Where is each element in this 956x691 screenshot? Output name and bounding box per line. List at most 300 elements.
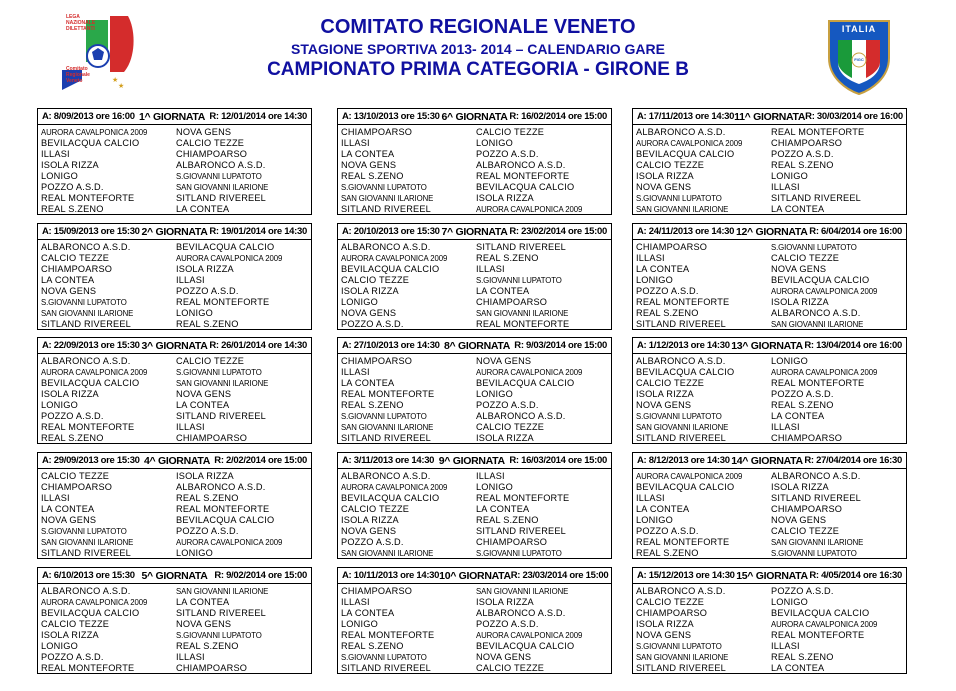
match-row — [636, 308, 906, 319]
lnd-text-top-1: LEGA — [66, 14, 80, 20]
match-row — [636, 367, 906, 378]
ritorno-date: R: 23/03/2014 ore 15:00 — [510, 570, 609, 581]
away-team: ISOLA RIZZA — [771, 297, 829, 307]
away-team: LONIGO — [771, 171, 808, 181]
away-team: ILLASI — [771, 182, 800, 192]
away-team: ISOLA RIZZA — [476, 433, 534, 443]
home-team: ILLASI — [341, 597, 370, 607]
match-row — [341, 411, 611, 422]
away-team: AURORA CAVALPONICA 2009 — [771, 368, 878, 377]
home-team: POZZO A.S.D. — [41, 411, 104, 421]
away-team: SITLAND RIVEREEL — [176, 608, 266, 618]
home-team: S.GIOVANNI LUPATOTO — [41, 298, 127, 307]
match-row — [636, 286, 906, 297]
home-team: NOVA GENS — [341, 526, 397, 536]
home-team: REAL S.ZENO — [341, 400, 404, 410]
home-team: ISOLA RIZZA — [41, 389, 99, 399]
document-header — [0, 14, 956, 82]
ritorno-date: R: 30/03/2014 ore 16:00 — [805, 111, 903, 122]
away-team: REAL S.ZENO — [771, 160, 834, 170]
home-team: ISOLA RIZZA — [636, 389, 694, 399]
giornata-block — [632, 337, 907, 444]
match-row — [636, 204, 906, 215]
home-team: LA CONTEA — [341, 378, 395, 388]
match-row — [41, 204, 311, 215]
giornata-number: 15^ GIORNATA — [736, 569, 808, 582]
giornata-header — [37, 567, 312, 584]
away-team: ALBARONCO A.S.D. — [476, 411, 566, 421]
match-row — [636, 171, 906, 182]
giornata-block — [37, 452, 312, 559]
match-row — [636, 242, 906, 253]
away-team: S.GIOVANNI LUPATOTO — [176, 368, 262, 377]
home-team: CALCIO TEZZE — [636, 597, 705, 607]
match-row — [636, 504, 906, 515]
home-team: BEVILACQUA CALCIO — [41, 378, 140, 388]
away-team: REAL S.ZENO — [771, 400, 834, 410]
match-row — [341, 493, 611, 504]
match-row — [636, 537, 906, 548]
away-team: AURORA CAVALPONICA 2009 — [176, 254, 283, 263]
match-row — [636, 149, 906, 160]
match-row — [41, 193, 311, 204]
home-team: BEVILACQUA CALCIO — [341, 493, 440, 503]
away-team: CHIAMPOARSO — [176, 433, 248, 443]
home-team: SITLAND RIVEREEL — [341, 663, 431, 673]
giornata-block — [337, 337, 612, 444]
andata-date: A: 8/09/2013 ore 16:00 — [42, 111, 135, 122]
away-team: SAN GIOVANNI ILARIONE — [771, 320, 864, 329]
away-team: LA CONTEA — [771, 204, 825, 214]
match-row — [41, 367, 311, 378]
away-team: SITLAND RIVEREEL — [176, 193, 266, 203]
home-team: POZZO A.S.D. — [341, 537, 404, 547]
away-team: REAL S.ZENO — [176, 641, 239, 651]
away-team: CHIAMPOARSO — [771, 504, 843, 514]
andata-date: A: 22/09/2013 ore 15:30 — [42, 340, 140, 351]
home-team: BEVILACQUA CALCIO — [341, 264, 440, 274]
home-team: SITLAND RIVEREEL — [41, 319, 131, 329]
match-row — [636, 619, 906, 630]
home-team: BEVILACQUA CALCIO — [636, 482, 735, 492]
home-team: AURORA CAVALPONICA 2009 — [636, 472, 743, 481]
home-team: LONIGO — [341, 619, 378, 629]
home-team: S.GIOVANNI LUPATOTO — [41, 527, 127, 536]
giornata-number: 2^ GIORNATA — [141, 225, 208, 238]
giornata-number: 7^ GIORNATA — [441, 225, 508, 238]
ritorno-date: R: 16/02/2014 ore 15:00 — [509, 111, 607, 122]
home-team: LA CONTEA — [341, 608, 395, 618]
andata-date: A: 6/10/2013 ore 15:30 — [42, 570, 135, 581]
home-team: POZZO A.S.D. — [341, 319, 404, 329]
home-team: POZZO A.S.D. — [636, 526, 699, 536]
match-row — [41, 641, 311, 652]
match-row — [636, 253, 906, 264]
home-team: ILLASI — [341, 138, 370, 148]
home-team: ISOLA RIZZA — [41, 630, 99, 640]
home-team: REAL S.ZENO — [41, 433, 104, 443]
away-team: POZZO A.S.D. — [476, 400, 539, 410]
giornata-number: 10^ GIORNATA — [439, 569, 511, 582]
away-team: SITLAND RIVEREEL — [176, 411, 266, 421]
home-team: CALCIO TEZZE — [41, 253, 110, 263]
away-team: REAL MONTEFORTE — [476, 319, 570, 329]
giornata-header — [632, 337, 907, 354]
match-row — [341, 127, 611, 138]
giornata-number: 14^ GIORNATA — [731, 454, 803, 467]
match-row — [636, 652, 906, 663]
away-team: S.GIOVANNI LUPATOTO — [476, 549, 562, 558]
match-row — [41, 597, 311, 608]
away-team: ILLASI — [476, 264, 505, 274]
away-team: SITLAND RIVEREEL — [476, 242, 566, 252]
home-team: SAN GIOVANNI ILARIONE — [41, 309, 134, 318]
match-row — [636, 389, 906, 400]
match-row — [41, 297, 311, 308]
away-team: NOVA GENS — [771, 515, 827, 525]
away-team: CALCIO TEZZE — [176, 138, 245, 148]
away-team: CHIAMPOARSO — [476, 297, 548, 307]
match-row — [341, 504, 611, 515]
away-team: POZZO A.S.D. — [176, 286, 239, 296]
giornata-header — [337, 337, 612, 354]
away-team: ALBARONCO A.S.D. — [771, 308, 861, 318]
match-row — [341, 264, 611, 275]
home-team: SITLAND RIVEREEL — [341, 204, 431, 214]
home-team: AURORA CAVALPONICA 2009 — [41, 368, 148, 377]
away-team: CHIAMPOARSO — [771, 433, 843, 443]
home-team: CALCIO TEZZE — [636, 160, 705, 170]
home-team: LA CONTEA — [41, 275, 95, 285]
italia-label: ITALIA — [841, 24, 877, 34]
match-row — [341, 253, 611, 264]
away-team: ALBARONCO A.S.D. — [176, 160, 266, 170]
away-team: CALCIO TEZZE — [476, 422, 545, 432]
giornata-header — [337, 223, 612, 240]
home-team: ISOLA RIZZA — [341, 286, 399, 296]
away-team: ISOLA RIZZA — [771, 482, 829, 492]
home-team: CHIAMPOARSO — [341, 127, 413, 137]
home-team: ALBARONCO A.S.D. — [636, 356, 726, 366]
home-team: SITLAND RIVEREEL — [41, 548, 131, 558]
match-row — [341, 630, 611, 641]
away-team: REAL MONTEFORTE — [771, 127, 865, 137]
away-team: REAL MONTEFORTE — [771, 630, 865, 640]
home-team: BEVILACQUA CALCIO — [41, 608, 140, 618]
home-team: CALCIO TEZZE — [636, 378, 705, 388]
giornata-header — [337, 452, 612, 469]
away-team: BEVILACQUA CALCIO — [771, 608, 870, 618]
away-team: ILLASI — [176, 422, 205, 432]
match-row — [636, 411, 906, 422]
home-team: SITLAND RIVEREEL — [341, 433, 431, 443]
away-team: CALCIO TEZZE — [771, 253, 840, 263]
giornata-header — [37, 223, 312, 240]
home-team: REAL S.ZENO — [341, 171, 404, 181]
home-team: ISOLA RIZZA — [636, 171, 694, 181]
header-championship: CAMPIONATO PRIMA CATEGORIA - GIRONE B — [267, 59, 689, 80]
match-row — [636, 160, 906, 171]
ritorno-date: R: 23/02/2014 ore 15:00 — [509, 226, 607, 237]
home-team: REAL MONTEFORTE — [41, 663, 135, 673]
away-team: SITLAND RIVEREEL — [476, 526, 566, 536]
match-row — [341, 548, 611, 559]
match-row — [41, 378, 311, 389]
home-team: LA CONTEA — [636, 504, 690, 514]
match-row — [341, 319, 611, 330]
match-row — [636, 482, 906, 493]
away-team: S.GIOVANNI LUPATOTO — [771, 243, 857, 252]
italia-shield-logo — [826, 18, 892, 96]
home-team: SAN GIOVANNI ILARIONE — [636, 423, 729, 432]
away-team: ALBARONCO A.S.D. — [771, 471, 861, 481]
match-row — [636, 193, 906, 204]
match-row — [636, 597, 906, 608]
giornata-block — [337, 108, 612, 215]
away-team: REAL S.ZENO — [176, 493, 239, 503]
match-row — [41, 515, 311, 526]
giornata-header — [337, 567, 612, 584]
away-team: REAL S.ZENO — [476, 253, 539, 263]
away-team: ILLASI — [771, 422, 800, 432]
away-team: LA CONTEA — [476, 504, 530, 514]
away-team: ISOLA RIZZA — [476, 597, 534, 607]
andata-date: A: 10/11/2013 ore 14:30 — [342, 570, 440, 581]
home-team: ILLASI — [636, 253, 665, 263]
home-team: CALCIO TEZZE — [341, 504, 410, 514]
match-row — [636, 526, 906, 537]
away-team: LONIGO — [176, 308, 213, 318]
match-row — [41, 471, 311, 482]
match-row — [41, 275, 311, 286]
away-team: S.GIOVANNI LUPATOTO — [476, 276, 562, 285]
lnd-text-bottom-3: Veneto — [66, 78, 83, 84]
giornata-number: 1^ GIORNATA — [138, 110, 206, 123]
away-team: NOVA GENS — [476, 356, 532, 366]
andata-date: A: 13/10/2013 ore 15:30 — [342, 111, 440, 122]
andata-date: A: 3/11/2013 ore 14:30 — [342, 455, 435, 466]
away-team: BEVILACQUA CALCIO — [476, 182, 575, 192]
giornata-number: 3^ GIORNATA — [141, 339, 208, 352]
home-team: NOVA GENS — [41, 286, 97, 296]
home-team: CHIAMPOARSO — [41, 264, 113, 274]
match-row — [341, 160, 611, 171]
match-row — [41, 526, 311, 537]
giornata-block — [37, 337, 312, 444]
match-row — [636, 630, 906, 641]
ritorno-date: R: 9/03/2014 ore 15:00 — [514, 340, 607, 351]
ritorno-date: R: 26/01/2014 ore 14:30 — [209, 340, 307, 351]
match-row — [341, 537, 611, 548]
match-row — [341, 652, 611, 663]
giornata-block — [37, 567, 312, 674]
match-row — [636, 471, 906, 482]
andata-date: A: 8/12/2013 ore 14:30 — [637, 455, 730, 466]
match-row — [41, 264, 311, 275]
match-row — [41, 253, 311, 264]
ritorno-date: R: 9/02/2014 ore 15:00 — [214, 570, 307, 581]
home-team: ALBARONCO A.S.D. — [341, 242, 431, 252]
away-team: POZZO A.S.D. — [476, 149, 539, 159]
home-team: CHIAMPOARSO — [636, 242, 708, 252]
header-season: STAGIONE SPORTIVA 2013- 2014 – CALENDARIO GARE — [291, 41, 665, 57]
home-team: S.GIOVANNI LUPATOTO — [341, 183, 427, 192]
home-team: BEVILACQUA CALCIO — [41, 138, 140, 148]
giornata-header — [37, 452, 312, 469]
home-team: LONIGO — [636, 515, 673, 525]
match-row — [636, 400, 906, 411]
home-team: AURORA CAVALPONICA 2009 — [41, 598, 148, 607]
away-team: SAN GIOVANNI ILARIONE — [771, 538, 864, 547]
home-team: ILLASI — [41, 493, 70, 503]
andata-date: A: 20/10/2013 ore 15:30 — [342, 226, 440, 237]
away-team: REAL MONTEFORTE — [771, 378, 865, 388]
home-team: SAN GIOVANNI ILARIONE — [41, 538, 134, 547]
away-team: ILLASI — [476, 471, 505, 481]
away-team: AURORA CAVALPONICA 2009 — [476, 205, 583, 214]
away-team: REAL MONTEFORTE — [176, 297, 270, 307]
match-row — [341, 275, 611, 286]
home-team: NOVA GENS — [636, 630, 692, 640]
away-team: SITLAND RIVEREEL — [771, 193, 861, 203]
home-team: ISOLA RIZZA — [341, 515, 399, 525]
header-title: COMITATO REGIONALE VENETO — [320, 16, 636, 38]
lnd-star-2: ★ — [118, 83, 125, 90]
match-row — [41, 586, 311, 597]
ritorno-date: R: 27/04/2014 ore 16:30 — [804, 455, 902, 466]
away-team: CALCIO TEZZE — [476, 663, 545, 673]
away-team: AURORA CAVALPONICA 2009 — [476, 368, 583, 377]
home-team: ILLASI — [636, 493, 665, 503]
giornata-block — [337, 567, 612, 674]
match-row — [636, 548, 906, 559]
home-team: S.GIOVANNI LUPATOTO — [341, 653, 427, 662]
match-row — [636, 264, 906, 275]
match-row — [341, 433, 611, 444]
giornata-number: 12^ GIORNATA — [735, 225, 808, 238]
away-team: SAN GIOVANNI ILARIONE — [476, 309, 569, 318]
andata-date: A: 17/11/2013 ore 14:30 — [637, 111, 735, 122]
home-team: CHIAMPOARSO — [41, 482, 113, 492]
away-team: LA CONTEA — [476, 286, 530, 296]
home-team: ALBARONCO A.S.D. — [636, 127, 726, 137]
away-team: LA CONTEA — [771, 663, 825, 673]
match-row — [636, 297, 906, 308]
lnd-star-1: ★ — [112, 77, 119, 84]
away-team: AURORA CAVALPONICA 2009 — [476, 631, 583, 640]
match-row — [341, 171, 611, 182]
match-row — [341, 367, 611, 378]
away-team: CALCIO TEZZE — [771, 526, 840, 536]
away-team: CHIAMPOARSO — [476, 537, 548, 547]
away-team: REAL MONTEFORTE — [476, 171, 570, 181]
away-team: S.GIOVANNI LUPATOTO — [771, 549, 857, 558]
giornata-block — [632, 452, 907, 559]
home-team: ALBARONCO A.S.D. — [636, 586, 726, 596]
away-team: CHIAMPOARSO — [771, 138, 843, 148]
match-row — [636, 433, 906, 444]
home-team: REAL MONTEFORTE — [41, 422, 135, 432]
match-row — [41, 608, 311, 619]
match-row — [41, 160, 311, 171]
match-row — [41, 182, 311, 193]
home-team: POZZO A.S.D. — [41, 182, 104, 192]
away-team: ALBARONCO A.S.D. — [476, 608, 566, 618]
home-team: AURORA CAVALPONICA 2009 — [341, 483, 448, 492]
home-team: LA CONTEA — [41, 504, 95, 514]
away-team: BEVILACQUA CALCIO — [476, 378, 575, 388]
match-row — [341, 297, 611, 308]
away-team: SAN GIOVANNI ILARIONE — [176, 587, 269, 596]
match-row — [636, 663, 906, 674]
match-row — [41, 286, 311, 297]
home-team: AURORA CAVALPONICA 2009 — [41, 128, 148, 137]
home-team: LONIGO — [41, 400, 78, 410]
match-row — [636, 641, 906, 652]
home-team: CHIAMPOARSO — [636, 608, 708, 618]
match-row — [341, 378, 611, 389]
andata-date: A: 1/12/2013 ore 14:30 — [637, 340, 730, 351]
home-team: POZZO A.S.D. — [636, 286, 699, 296]
giornata-block — [337, 452, 612, 559]
match-row — [41, 652, 311, 663]
away-team: REAL MONTEFORTE — [476, 493, 570, 503]
andata-date: A: 15/09/2013 ore 15:30 — [42, 226, 140, 237]
home-team: SAN GIOVANNI ILARIONE — [636, 205, 729, 214]
match-row — [341, 286, 611, 297]
away-team: BEVILACQUA CALCIO — [176, 242, 275, 252]
home-team: CALCIO TEZZE — [41, 471, 110, 481]
home-team: S.GIOVANNI LUPATOTO — [636, 412, 722, 421]
ritorno-date: R: 12/01/2014 ore 14:30 — [209, 111, 307, 122]
away-team: ISOLA RIZZA — [176, 264, 234, 274]
home-team: SAN GIOVANNI ILARIONE — [341, 194, 434, 203]
ritorno-date: R: 16/03/2014 ore 15:00 — [509, 455, 607, 466]
home-team: LONIGO — [341, 297, 378, 307]
away-team: NOVA GENS — [176, 127, 232, 137]
lnd-text-bottom-2: Regionale — [66, 72, 90, 78]
away-team: ILLASI — [771, 641, 800, 651]
match-row — [41, 411, 311, 422]
match-row — [41, 171, 311, 182]
match-row — [41, 400, 311, 411]
away-team: LA CONTEA — [771, 411, 825, 421]
match-row — [341, 389, 611, 400]
ritorno-date: R: 4/05/2014 ore 16:30 — [809, 570, 902, 581]
match-row — [41, 537, 311, 548]
match-row — [41, 422, 311, 433]
home-team: LONIGO — [41, 641, 78, 651]
away-team: REAL S.ZENO — [476, 515, 539, 525]
away-team: ILLASI — [176, 275, 205, 285]
match-row — [341, 526, 611, 537]
home-team: SAN GIOVANNI ILARIONE — [341, 423, 434, 432]
home-team: SITLAND RIVEREEL — [636, 433, 726, 443]
home-team: S.GIOVANNI LUPATOTO — [341, 412, 427, 421]
away-team: S.GIOVANNI LUPATOTO — [176, 172, 262, 181]
home-team: SAN GIOVANNI ILARIONE — [636, 653, 729, 662]
match-row — [41, 504, 311, 515]
match-row — [41, 619, 311, 630]
match-row — [341, 400, 611, 411]
home-team: REAL MONTEFORTE — [341, 389, 435, 399]
away-team: POZZO A.S.D. — [771, 149, 834, 159]
match-row — [636, 182, 906, 193]
match-row — [341, 193, 611, 204]
home-team: ILLASI — [341, 367, 370, 377]
away-team: LA CONTEA — [176, 400, 230, 410]
away-team: BEVILACQUA CALCIO — [176, 515, 275, 525]
